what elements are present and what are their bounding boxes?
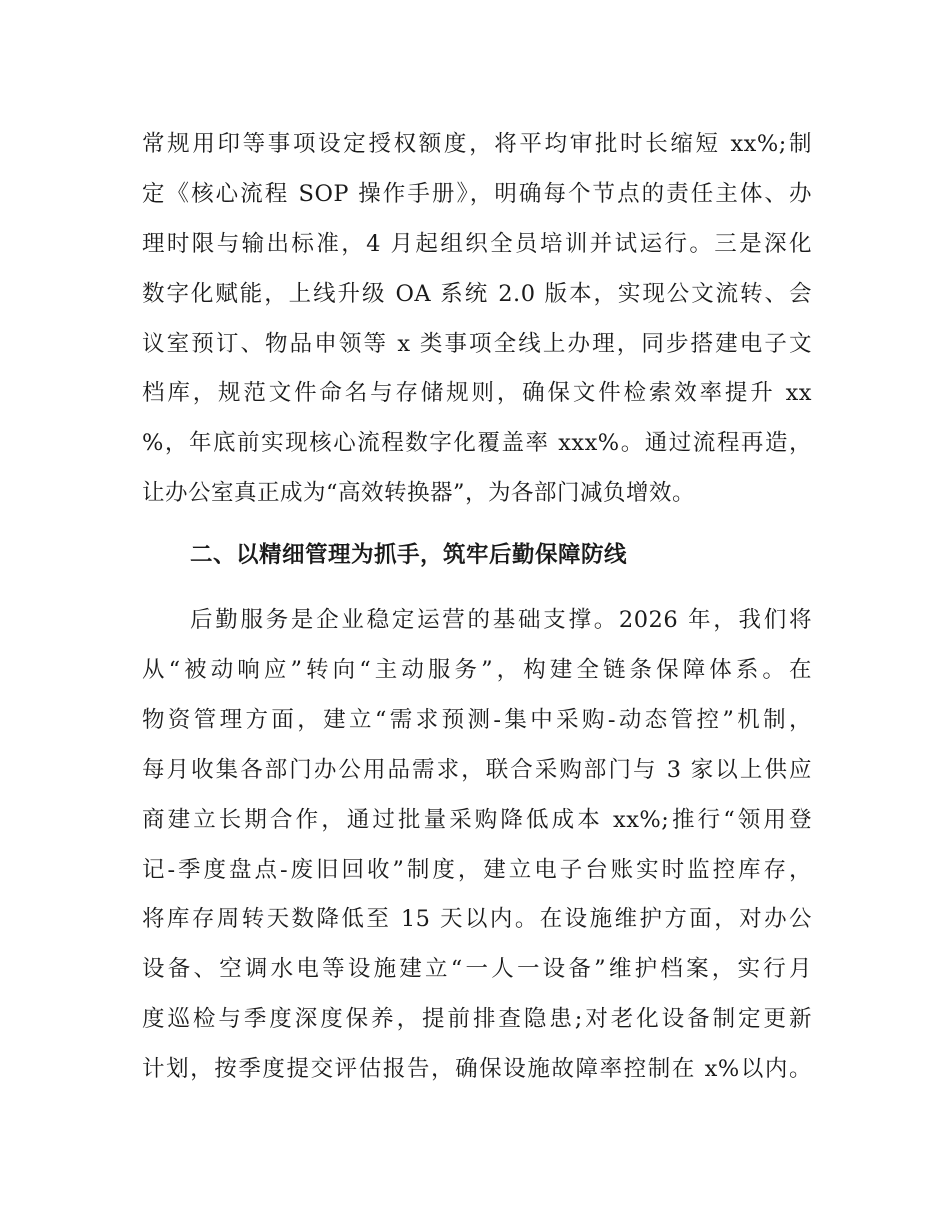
text-line: 记-季度盘点-废旧回收”制度，建立电子台账实时监控库存， [142,857,812,883]
text-line: 档库，规范文件命名与存储规则，确保文件检索效率提升 xx [142,380,812,406]
text-line: 将库存周转天数降低至 15 天以内。在设施维护方面，对办公 [142,906,812,932]
text-line: 理时限与输出标准，4 月起组织全员培训并试运行。三是深化 [142,231,812,257]
text-line: 计划，按季度提交评估报告，确保设施故障率控制在 x%以内。 [142,1056,812,1082]
text-line: 每月收集各部门办公用品需求，联合采购部门与 3 家以上供应 [142,757,812,783]
text-line: 后勤服务是企业稳定运营的基础支撑。2026 年，我们将 [190,607,812,633]
text-line: %，年底前实现核心流程数字化覆盖率 xxx%。通过流程再造， [142,430,812,456]
text-line: 定《核心流程 SOP 操作手册》，明确每个节点的责任主体、办 [142,181,812,207]
text-line: 数字化赋能，上线升级 OA 系统 2.0 版本，实现公文流转、会 [142,281,812,307]
text-line: 度巡检与季度深度保养，提前排查隐患;对老化设备制定更新 [142,1006,812,1032]
section-heading: 二、以精细管理为抓手，筑牢后勤保障防线 [190,542,628,568]
text-line: 物资管理方面，建立“需求预测-集中采购-动态管控”机制， [142,707,812,733]
text-line: 设备、空调水电等设施建立“一人一设备”维护档案，实行月 [142,956,812,982]
text-line: 从“被动响应”转向“主动服务”，构建全链条保障体系。在 [142,657,812,683]
text-line: 让办公室真正成为“高效转换器”，为各部门减负增效。 [142,480,696,506]
text-line: 常规用印等事项设定授权额度，将平均审批时长缩短 xx%;制 [142,131,812,157]
text-line: 议室预订、物品申领等 x 类事项全线上办理，同步搭建电子文 [142,331,812,357]
text-line: 商建立长期合作，通过批量采购降低成本 xx%;推行“领用登 [142,807,812,833]
